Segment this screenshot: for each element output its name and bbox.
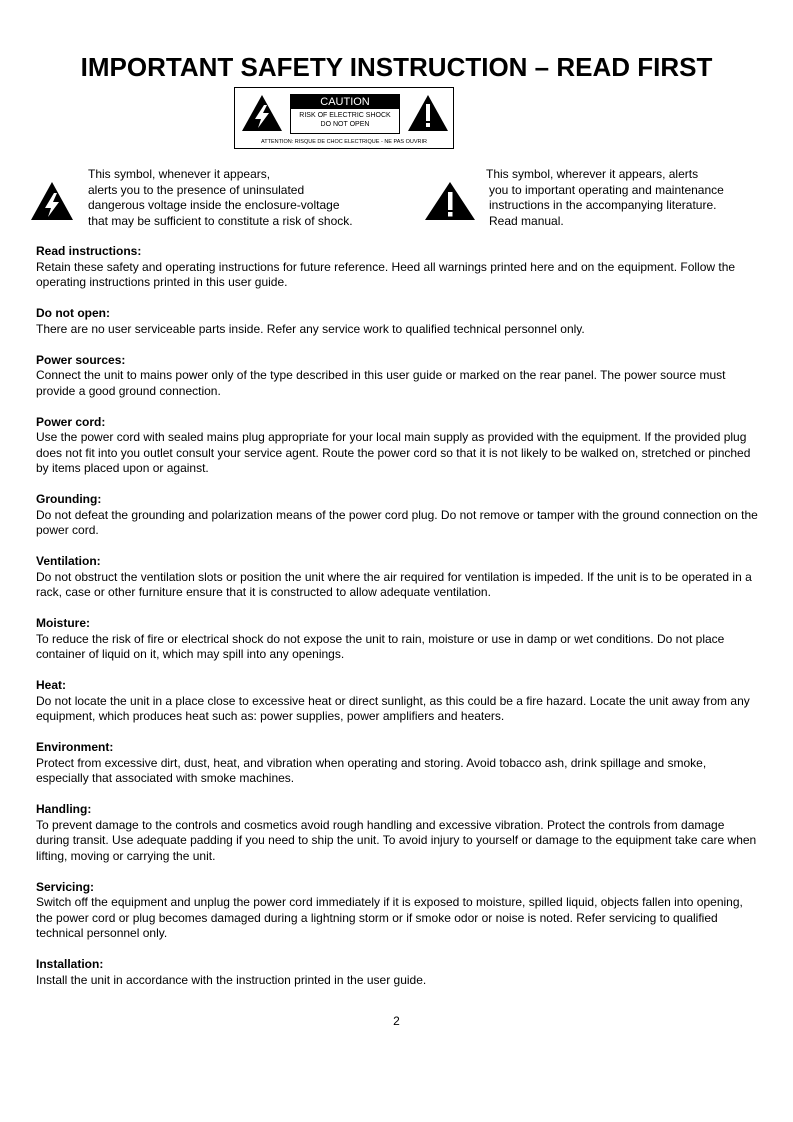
- section-body: Do not locate the unit in a place close to excessive heat or direct sunlight, as this could be a fire hazard. Locate the unit away from any equipment, which produces heat such as: power supplies, power amplifiers and heaters.: [36, 693, 750, 723]
- section-body: To reduce the risk of fire or electrical shock do not expose the unit to rain, moisture or use in damp or wet conditions. Do not place container of liquid on it, which may spill into any openings.: [36, 631, 725, 661]
- attention-symbol-line: Read manual.: [489, 213, 564, 228]
- section-heading: Environment:: [36, 740, 114, 754]
- section-body: Retain these safety and operating instructions for future reference. Heed all warnings printed here and on the equipment. Follow the operating instructions printed in this user guide.: [36, 259, 736, 289]
- section-power-sources: [36, 353, 758, 400]
- section-grounding: [36, 492, 758, 539]
- shock-symbol-line: This symbol, whenever it appears,: [88, 167, 271, 181]
- section-power-cord: [36, 415, 758, 477]
- lightning-triangle-icon: [241, 94, 283, 132]
- section-body: Do not defeat the grounding and polarization means of the power cord plug. Do not remove or tamper with the ground connection on the power cord.: [36, 507, 758, 537]
- exclamation-triangle-icon: [407, 94, 449, 132]
- page-title: IMPORTANT SAFETY INSTRUCTION – READ FIRST: [80, 52, 713, 82]
- lightning-triangle-icon: [30, 181, 74, 221]
- section-ventilation: [36, 554, 758, 601]
- attention-symbol-line: This symbol, wherever it appears, alerts: [486, 167, 699, 181]
- section-heading: Installation:: [36, 957, 104, 971]
- section-heading: Heat:: [36, 678, 67, 692]
- section-environment: [36, 740, 758, 787]
- section-heading: Read instructions:: [36, 244, 142, 258]
- safety-instructions: [36, 244, 758, 1004]
- shock-symbol-line: that may be sufficient to constitute a risk of shock.: [88, 213, 353, 228]
- shock-symbol-line: dangerous voltage inside the enclosure-voltage: [88, 198, 340, 212]
- section-body: Install the unit in accordance with the instruction printed in the user guide.: [36, 972, 427, 987]
- section-body: Connect the unit to mains power only of the type described in this user guide or marked on the rear panel. The power source must provide a good ground connection.: [36, 368, 726, 398]
- section-body: There are no user serviceable parts inside. Refer any service work to qualified technical personnel only.: [36, 321, 585, 336]
- shock-symbol-line: alerts you to the presence of uninsulated: [88, 182, 305, 197]
- section-body: Protect from excessive dirt, dust, heat, and vibration when operating and storing. Avoid tobacco ash, drink spillage and smoke, especially that associated with smoke machines.: [36, 755, 707, 785]
- exclamation-triangle-icon: [424, 181, 476, 221]
- attention-symbol-line: instructions in the accompanying literature.: [489, 198, 717, 212]
- section-heading: Moisture:: [36, 616, 90, 630]
- section-body: Use the power cord with sealed mains plug appropriate for your local main supply as provided with the equipment. If the provided plug does not fit into you outlet consult your service agent. Route the power cord so that it is not likely to be walked on, stretched or pinched by items placed upon or against.: [36, 430, 751, 475]
- caution-heading: CAUTION: [291, 95, 399, 109]
- section-heading: Power sources:: [36, 352, 126, 367]
- section-servicing: [36, 880, 758, 942]
- section-heat: [36, 678, 758, 725]
- attention-symbol-text: [486, 167, 724, 229]
- section-body: Do not obstruct the ventilation slots or position the unit where the air required for ventilation is impeded. If the unit is to be operated in a rack, case or other furniture ensure that it is constructed to allow adequate ventilation.: [36, 569, 752, 599]
- section-body: To prevent damage to the controls and cosmetics avoid rough handling and excessive vibration. Protect the controls from damage during transit. Use adequate padding if you need to ship the unit. To avoid injury to yourself or damage to the equipment take care when lifting, moving or carrying the unit.: [36, 817, 757, 863]
- section-moisture: [36, 616, 758, 663]
- page-number: 2: [393, 1014, 400, 1028]
- section-heading: Servicing:: [36, 879, 95, 894]
- caution-center-panel: [290, 94, 400, 134]
- attention-symbol-line: you to important operating and maintenance: [489, 182, 724, 197]
- section-body: Switch off the equipment and unplug the power cord immediately if it is exposed to moisture, spilled liquid, objects fallen into opening, the power cord or plug becomes damaged during a lightning storm or if smoke odor or noise is noted. Refer servicing to qualified technical personnel only.: [36, 895, 743, 940]
- shock-symbol-text: [88, 167, 353, 229]
- section-heading: Power cord:: [36, 414, 106, 429]
- caution-line-2: DO NOT OPEN: [320, 121, 370, 128]
- section-do-not-open: [36, 306, 758, 337]
- attention-symbol-block: [424, 167, 764, 231]
- section-heading: Do not open:: [36, 306, 110, 320]
- caution-label: [234, 87, 454, 149]
- section-heading: Grounding:: [36, 492, 102, 506]
- section-installation: [36, 957, 758, 988]
- section-handling: [36, 802, 758, 864]
- section-read-instructions: [36, 244, 758, 291]
- section-heading: Handling:: [36, 802, 92, 816]
- caution-line-1: RISK OF ELECTRIC SHOCK: [299, 112, 391, 119]
- section-heading: Ventilation:: [36, 554, 101, 568]
- caution-attention: ATTENTION: RISQUE DE CHOC ELECTRIQUE - NE PAS OUVRIR: [260, 139, 428, 145]
- shock-symbol-block: [30, 167, 410, 231]
